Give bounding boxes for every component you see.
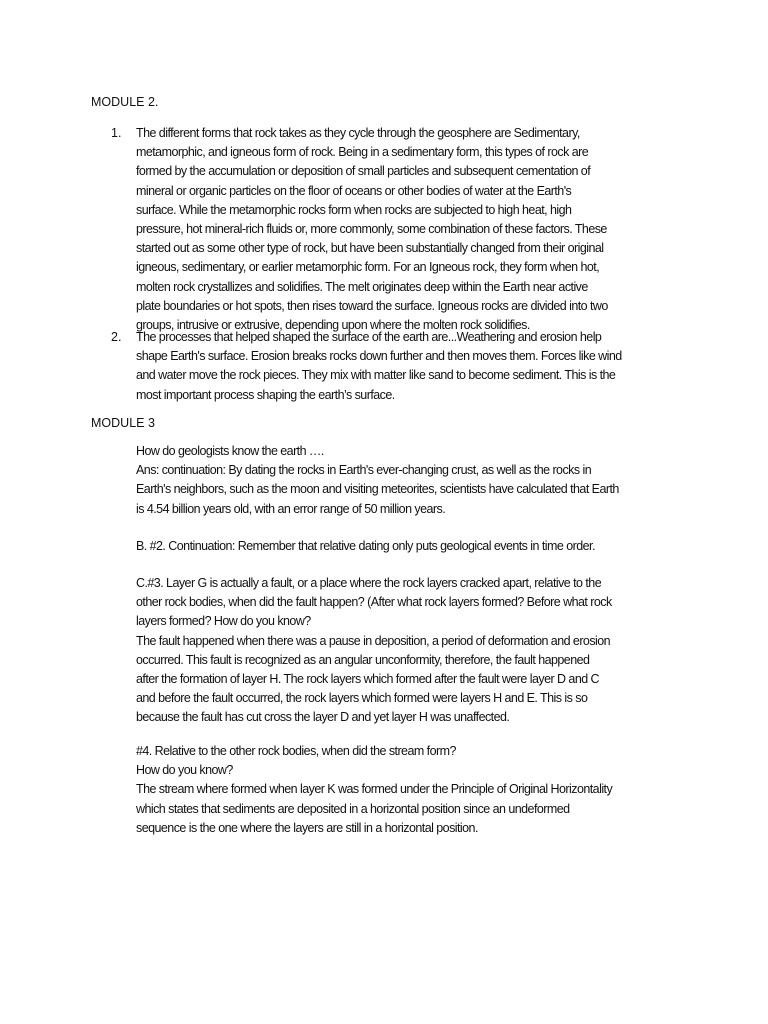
- text-line: because the fault has cut cross the layer D and yet layer H was unaffected.: [136, 710, 510, 725]
- text-line: occurred. This fault is recognized as an angular unconformity, therefore, the fault happened: [136, 652, 590, 667]
- text-line: Ans: continuation: By dating the rocks in Earth's ever-changing crust, as well as the rocks in: [136, 463, 592, 478]
- paragraph-fault-question: [136, 574, 681, 728]
- text-line: sequence is the one where the layers are still in a horizontal position.: [136, 820, 478, 835]
- text-line: formed by the accumulation or deposition of small particles and subsequent cementation of: [136, 164, 591, 179]
- text-line: most important process shaping the earth’s surface.: [136, 387, 395, 402]
- text-line: C.#3. Layer G is actually a fault, or a place where the rock layers cracked apart, relative to the: [136, 576, 602, 590]
- text-line: other rock bodies, when did the fault happen? (After what rock layers formed? Before what rock: [136, 595, 612, 610]
- text-line: How do you know?: [136, 763, 233, 778]
- text-line: molten rock crystallizes and solidifies. The melt originates deep within the Earth near active: [136, 279, 588, 294]
- text-line: igneous, sedimentary, or earlier metamorphic form. For an Igneous rock, they form when hot,: [136, 260, 600, 275]
- module-2-heading: MODULE 2.: [91, 95, 159, 109]
- text-line: which states that sediments are deposited in a horizontal position since an undeformed: [136, 801, 570, 816]
- text-line: groups, intrusive or extrusive, depending upon where the molten rock solidifies.: [136, 318, 530, 333]
- list-number-1: 1.: [111, 126, 122, 140]
- module-3-heading: MODULE 3: [91, 416, 155, 430]
- text-line: and before the fault occurred, the rock layers which formed were layers H and E. This is so: [136, 691, 588, 706]
- text-line: Earth's neighbors, such as the moon and visiting meteorites, scientists have calculated that Earth: [136, 482, 619, 497]
- list-item-1-text: [136, 124, 681, 335]
- paragraph-relative-dating: [136, 537, 681, 556]
- text-line: pressure, hot mineral-rich fluids or, more commonly, some combination of these factors. These: [136, 222, 607, 237]
- paragraph-geologists-answer: [136, 442, 681, 519]
- text-line: is 4.54 billion years old, with an error range of 50 million years.: [136, 501, 446, 516]
- text-line: and water move the rock pieces. They mix with matter like sand to become sediment. This is the: [136, 368, 616, 383]
- paragraph-stream-question: [136, 742, 681, 838]
- text-line: The stream where formed when layer K was formed under the Principle of Original Horizontality: [136, 782, 613, 797]
- text-line: after the formation of layer H. The rock layers which formed after the fault were layer D and C: [136, 672, 600, 687]
- text-line: shape Earth's surface. Erosion breaks rocks down further and then moves them. Forces like wind: [136, 349, 622, 364]
- text-line: The fault happened when there was a pause in deposition, a period of deformation and erosion: [136, 633, 611, 648]
- text-line: The processes that helped shaped the surface of the earth are...Weathering and erosion help: [136, 330, 602, 344]
- text-line: layers formed? How do you know?: [136, 614, 311, 629]
- list-number-2: 2.: [111, 330, 122, 344]
- list-item-2-text: [136, 328, 681, 405]
- text-line: The different forms that rock takes as they cycle through the geosphere are Sedimentary,: [136, 126, 580, 140]
- text-line: surface. While the metamorphic rocks form when rocks are subjected to high heat, high: [136, 202, 572, 217]
- text-line: #4. Relative to the other rock bodies, when did the stream form?: [136, 744, 456, 758]
- text-line: metamorphic, and igneous form of rock. Being in a sedimentary form, this types of rock are: [136, 145, 589, 160]
- text-line: mineral or organic particles on the floor of oceans or other bodies of water at the Earth's: [136, 183, 572, 198]
- text-line: plate boundaries or hot spots, then rises toward the surface. Igneous rocks are divided into two: [136, 298, 608, 313]
- text-line: How do geologists know the earth ….: [136, 444, 324, 458]
- text-line: B. #2. Continuation: Remember that relative dating only puts geological events in time order.: [136, 539, 595, 553]
- text-line: started out as some other type of rock, but have been substantially changed from their original: [136, 241, 604, 256]
